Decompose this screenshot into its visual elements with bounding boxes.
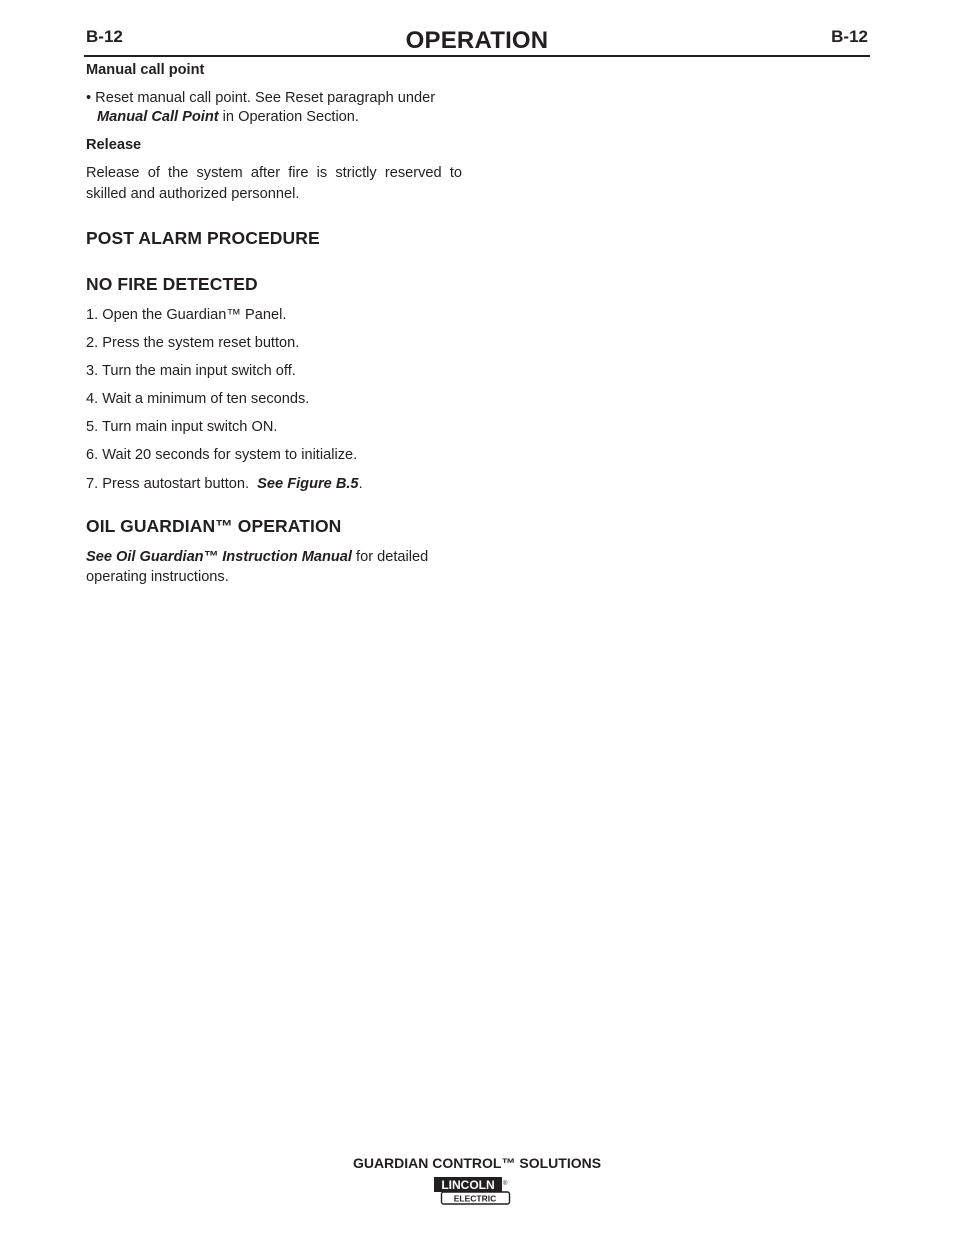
page-title: OPERATION: [405, 27, 549, 54]
step-6: 6. Wait 20 seconds for system to initialize.: [86, 447, 358, 463]
oil-guardian-text-1: for detailed: [351, 549, 429, 565]
step-4: 4. Wait a minimum of ten seconds.: [86, 391, 310, 407]
manual-call-point-ref-suffix: in Operation Section.: [218, 109, 359, 125]
footer-product-name: GUARDIAN CONTROL™ SOLUTIONS: [352, 1155, 602, 1171]
step-3: 3. Turn the main input switch off.: [86, 363, 296, 379]
step-7-figure-ref: See Figure B.5: [257, 476, 359, 492]
logo-registered-mark: ®: [503, 1181, 508, 1187]
manual-call-point-bullet: [86, 88, 462, 108]
oil-guardian-line-1: [86, 547, 462, 567]
step-7-text: 7. Press autostart button.: [86, 476, 258, 492]
step-7-end: .: [358, 476, 363, 492]
step-1: 1. Open the Guardian™ Panel.: [86, 307, 287, 323]
manual-call-point-ref-emphasis: Manual Call Point: [97, 109, 219, 125]
manual-call-point-reference: [86, 107, 473, 127]
no-fire-heading: NO FIRE DETECTED: [86, 274, 258, 294]
step-2: 2. Press the system reset button.: [86, 335, 300, 351]
logo-text-top: LINCOLN: [441, 1178, 495, 1192]
oil-guardian-line-2: operating instructions.: [86, 569, 229, 585]
release-text: Release of the system after fire is strictly reserved to skilled and authorized personnel.: [86, 165, 462, 202]
release-heading: Release: [86, 137, 142, 153]
oil-guardian-manual-ref: See Oil Guardian™ Instruction Manual: [86, 549, 352, 565]
lincoln-electric-logo: [433, 1176, 513, 1206]
bullet-text: Reset manual call point. See Reset paragraph under: [95, 90, 436, 106]
page-number-right: B-12: [831, 27, 868, 46]
step-5: 5. Turn main input switch ON.: [86, 419, 278, 435]
page-number-left: B-12: [86, 27, 123, 46]
header-rule: [84, 55, 870, 57]
logo-text-bottom: ELECTRIC: [453, 1193, 497, 1204]
step-7: [86, 474, 462, 494]
oil-guardian-heading: OIL GUARDIAN™ OPERATION: [86, 516, 342, 536]
post-alarm-heading: POST ALARM PROCEDURE: [86, 228, 320, 248]
manual-call-point-heading: Manual call point: [86, 62, 205, 78]
bullet-marker: •: [86, 90, 92, 106]
